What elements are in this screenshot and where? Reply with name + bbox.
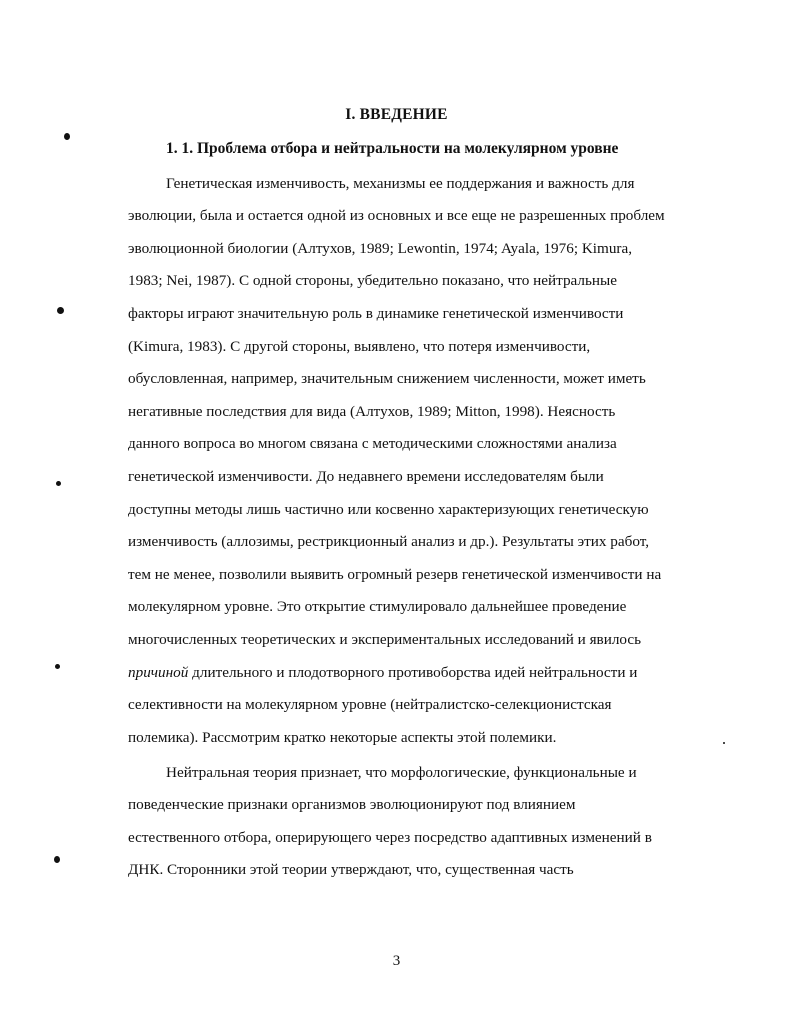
text-line: (Kimura, 1983). С другой стороны, выявлено, что потеря изменчивости, [128, 338, 591, 355]
text-line: селективности на молекулярном уровне (нейтралистско-селекционистская [128, 696, 612, 713]
text-line: обусловленная, например, значительным снижением численности, может иметь [128, 370, 646, 387]
text-line: данного вопроса во многом связана с методическими сложностями анализа [128, 435, 617, 452]
scan-mark [723, 742, 725, 744]
text-line: эволюции, была и остается одной из основных и все еще не разрешенных проблем [128, 207, 665, 224]
chapter-title: I. ВВЕДЕНИЕ [345, 106, 448, 123]
text-line: ДНК. Сторонники этой теории утверждают, что, существенная часть [128, 861, 574, 878]
text-line: Нейтральная теория признает, что морфологические, функциональные и [166, 764, 637, 781]
scan-mark [55, 664, 60, 669]
text-line: генетической изменчивости. До недавнего времени исследователям были [128, 468, 604, 485]
text-line: полемика). Рассмотрим кратко некоторые аспекты этой полемики. [128, 729, 557, 746]
text-line: доступны методы лишь частично или косвенно характеризующих генетическую [128, 501, 649, 518]
text-line: негативные последствия для вида (Алтухов, 1989; Mitton, 1998). Неясность [128, 403, 616, 420]
scan-mark [54, 856, 60, 863]
section-title: 1. 1. Проблема отбора и нейтральности на молекулярном уровне [166, 140, 619, 157]
text-line: Генетическая изменчивость, механизмы ее поддержания и важность для [166, 175, 635, 192]
text-line [128, 663, 637, 683]
text-line: естественного отбора, оперирующего через посредство адаптивных изменений в [128, 829, 652, 846]
text-line: поведенческие признаки организмов эволюционируют под влиянием [128, 796, 576, 813]
text-line-rest: длительного и плодотворного противоборства идей нейтральности и [188, 664, 638, 681]
text-line: изменчивость (аллозимы, рестрикционный анализ и др.). Результаты этих работ, [128, 533, 650, 550]
text-line: тем не менее, позволили выявить огромный резерв генетической изменчивости на [128, 566, 662, 583]
scan-mark [64, 133, 70, 140]
text-line: молекулярном уровне. Это открытие стимулировало дальнейшее проведение [128, 598, 627, 615]
scan-mark [56, 481, 61, 486]
scan-mark [57, 307, 64, 314]
italic-word: причиной [128, 664, 189, 681]
page-number: 3 [392, 953, 401, 969]
text-line: многочисленных теоретических и экспериментальных исследований и явилось [128, 631, 642, 648]
text-line: 1983; Nei, 1987). С одной стороны, убедительно показано, что нейтральные [128, 272, 617, 289]
text-line: факторы играют значительную роль в динамике генетической изменчивости [128, 305, 624, 322]
text-line: эволюционной биологии (Алтухов, 1989; Lewontin, 1974; Ayala, 1976; Kimura, [128, 240, 633, 257]
